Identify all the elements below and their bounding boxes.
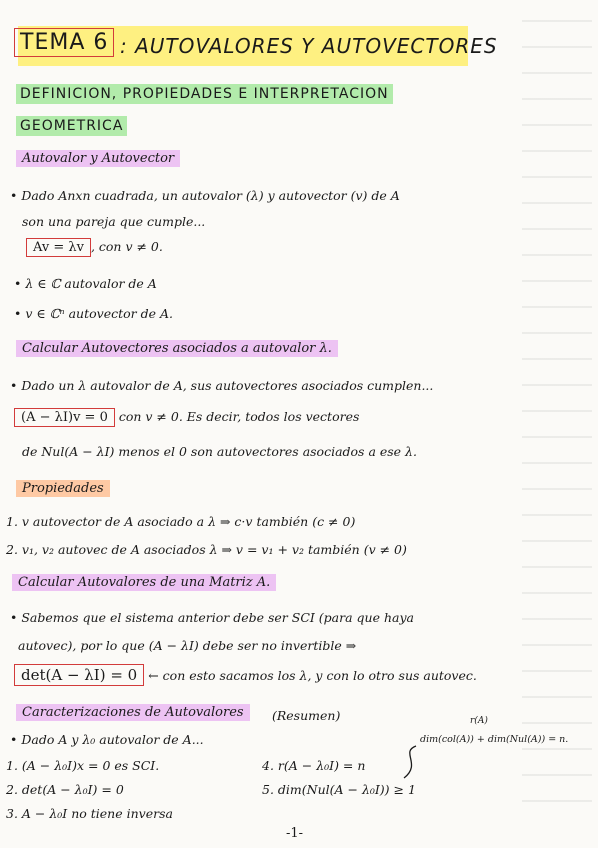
characterization-2: 2. det(A − λ₀I) = 0 xyxy=(6,782,124,797)
characterization-5: 5. dim(Nul(A − λ₀I)) ≥ 1 xyxy=(262,782,416,797)
section-heading-line2: GEOMETRICA xyxy=(16,116,127,136)
bullet-eigenvalue: • λ ∈ ℂ autovalor de A xyxy=(14,276,157,291)
subheading-characterizations: Caracterizaciones de Autovalores xyxy=(16,704,250,721)
property-1: 1. v autovector de A asociado a λ ⇒ c·v también (c ≠ 0) xyxy=(6,514,356,529)
characterization-3: 3. A − λ₀I no tiene inversa xyxy=(6,806,173,821)
brace-arrow-icon xyxy=(396,742,426,782)
calc-values-row xyxy=(14,664,477,686)
calc-vectors-line1: • Dado un λ autovalor de A, sus autovectores asociados cumplen... xyxy=(10,378,434,393)
bleed-through-texture xyxy=(522,20,592,820)
characterization-4: 4. r(A − λ₀I) = n xyxy=(262,758,366,773)
section-heading-line1: DEFINICION, PROPIEDADES E INTERPRETACION xyxy=(16,84,393,104)
summary-note: (Resumen) xyxy=(272,708,341,723)
subheading-properties: Propiedades xyxy=(16,480,110,497)
calc-vectors-line3: de Nul(A − λI) menos el 0 son autovectores asociados a ese λ. xyxy=(22,444,417,459)
eigen-equation: Av = λv xyxy=(26,238,91,257)
bullet-eigenvector: • v ∈ ℂⁿ autovector de A. xyxy=(14,306,173,321)
subheading-calc-eigenvalues: Calcular Autovalores de una Matriz A. xyxy=(12,574,276,591)
definition-line1: • Dado Anxn cuadrada, un autovalor (λ) y autovector (v) de A xyxy=(10,188,400,203)
topic-number: TEMA 6 xyxy=(14,28,114,57)
characterization-intro: • Dado A y λ₀ autovalor de A... xyxy=(10,732,204,747)
page-number: -1- xyxy=(286,826,304,841)
characterization-1: 1. (A − λ₀I)x = 0 es SCI. xyxy=(6,758,160,773)
nullspace-equation: (A − λI)v = 0 xyxy=(14,408,115,427)
definition-line2: son una pareja que cumple... xyxy=(22,214,206,229)
property-2: 2. v₁, v₂ autovec de A asociados λ ⇒ v = v₁ + v₂ también (v ≠ 0) xyxy=(6,542,407,557)
calc-values-line1: • Sabemos que el sistema anterior debe ser SCI (para que haya xyxy=(10,610,414,625)
eigen-equation-row xyxy=(26,238,163,257)
calc-vectors-row xyxy=(14,408,359,427)
determinant-equation: det(A − λI) = 0 xyxy=(14,664,144,686)
calc-values-line3: ← con esto sacamos los λ, y con lo otro sus autovec. xyxy=(148,668,477,683)
page-title: : AUTOVALORES Y AUTOVECTORES xyxy=(120,34,498,58)
eigen-condition: , con v ≠ 0. xyxy=(90,239,163,254)
subheading-calc-eigenvectors: Calcular Autovectores asociados a autovalor λ. xyxy=(16,340,338,357)
calc-values-line2: autovec), por lo que (A − λI) debe ser no invertible ⇒ xyxy=(18,638,357,653)
side-rank-nullity-formula: dim(col(A)) + dim(Nul(A)) = n. xyxy=(420,734,569,745)
subheading-definition: Autovalor y Autovector xyxy=(16,150,180,167)
calc-vectors-line2: con v ≠ 0. Es decir, todos los vectores xyxy=(118,409,360,424)
side-rank-label: r(A) xyxy=(470,716,488,726)
